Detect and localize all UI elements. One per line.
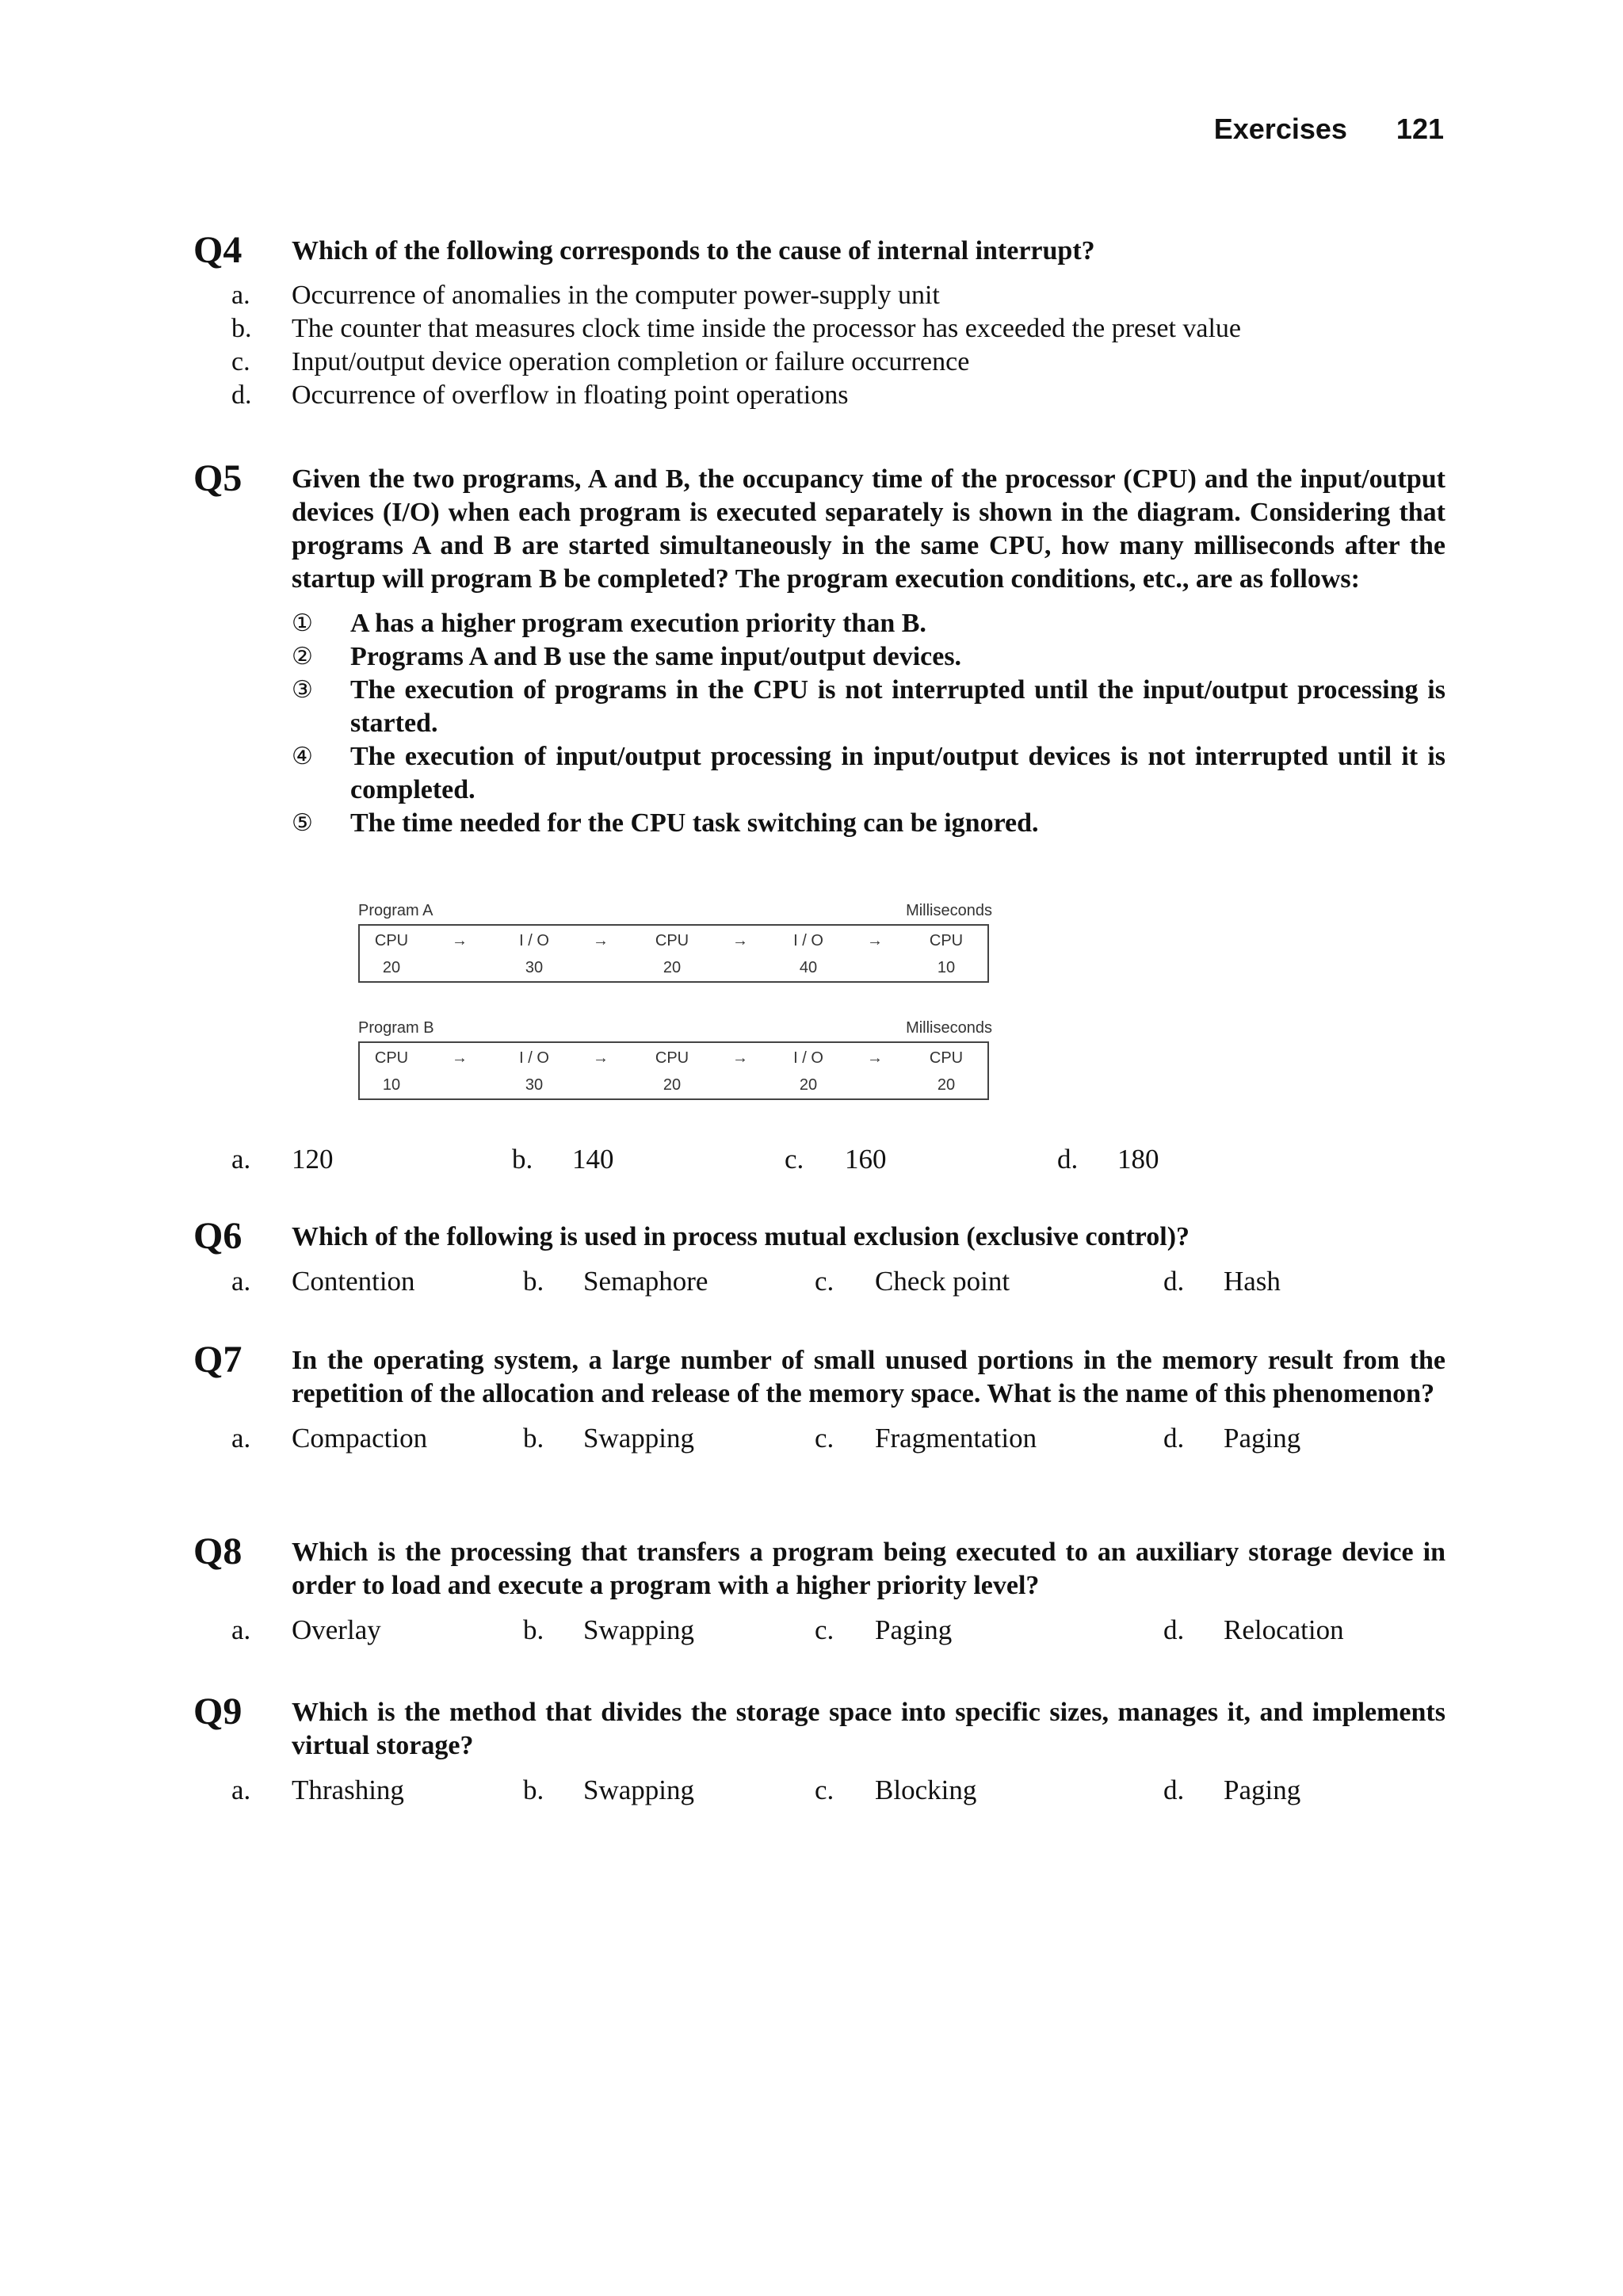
question-text: In the operating system, a large number of small unused portions in the memory result from the repetition of the allocation and release of the memory space. What is the name of this phenomenon? (292, 1346, 1445, 1408)
option-b: b. Semaphore (523, 1266, 708, 1297)
option-b: b. Swapping (523, 1775, 694, 1805)
option-c: c. 160 (785, 1144, 887, 1175)
option-d: d. Paging (1163, 1775, 1301, 1805)
unit-label: Milliseconds (906, 1019, 992, 1037)
timeline-box (358, 924, 989, 983)
option-b: b. The counter that measures clock time inside the processor has exceeded the preset value (231, 314, 1242, 343)
option-c: c. Check point (815, 1266, 1010, 1297)
question-number: Q7 (193, 1339, 242, 1381)
header-title: Exercises (1213, 113, 1347, 145)
time-value: 20 (382, 959, 401, 976)
condition-item: ③ The execution of programs in the CPU is not interrupted until the input/output processing is started. (292, 675, 1445, 738)
options-list (231, 279, 1445, 412)
step-label: I / O (519, 932, 549, 949)
question-text: Which of the following corresponds to the cause of internal interrupt? (292, 236, 1095, 266)
question-q9 (193, 1690, 1445, 1807)
option-c: c. Input/output device operation completion or failure occurrence (231, 347, 970, 376)
option-d: d. Hash (1163, 1266, 1281, 1297)
time-value: 20 (663, 959, 682, 976)
option-d: d. Occurrence of overflow in floating point operations (231, 380, 849, 410)
condition-item: ④ The execution of input/output processing in input/output devices is not interrupted until it is completed. (292, 742, 1445, 804)
option-c: c. Blocking (815, 1775, 977, 1805)
condition-item: ② Programs A and B use the same input/output devices. (292, 642, 962, 671)
program-label: Program A (358, 902, 433, 919)
option-a: a. Occurrence of anomalies in the computer power-supply unit (231, 281, 940, 310)
option-d: d. Relocation (1163, 1614, 1344, 1645)
step-label: CPU (374, 1049, 409, 1067)
step-label: CPU (374, 932, 409, 949)
arrow-icon: → (593, 932, 609, 949)
condition-item: ① A has a higher program execution priority than B. (292, 609, 926, 638)
q5-options (193, 1143, 1445, 1176)
conditions-list (292, 607, 1445, 840)
question-number: Q8 (193, 1530, 242, 1572)
step-label: I / O (519, 1049, 549, 1067)
page-header (1214, 113, 1444, 146)
option-a: a. Thrashing (231, 1775, 404, 1805)
arrow-icon: → (452, 1049, 468, 1067)
time-value: 20 (663, 1076, 682, 1094)
arrow-icon: → (593, 1049, 609, 1067)
question-number: Q5 (193, 457, 242, 499)
question-text: Which is the processing that transfers a program being executed to an auxiliary storage device in order to load and execute a program with a higher priority level? (292, 1538, 1445, 1600)
question-q5 (193, 457, 1445, 840)
step-label: CPU (929, 932, 964, 949)
step-label: CPU (655, 1049, 689, 1067)
question-text: Given the two programs, A and B, the occupancy time of the processor (CPU) and the input/output devices (I/O) when each program is executed separately is shown in the diagram. Considering that programs A and B are started simultaneously in the same CPU, how many milliseconds after the startup will program B be completed? The program execution conditions, etc., are as follows: (292, 464, 1445, 594)
unit-label: Milliseconds (906, 902, 992, 919)
program-a-diagram (358, 902, 992, 983)
question-text: Which of the following is used in process mutual exclusion (exclusive control)? (292, 1222, 1190, 1251)
step-label: I / O (793, 932, 823, 949)
question-q4 (193, 229, 1445, 412)
program-b-diagram (358, 1019, 992, 1100)
arrow-icon: → (732, 932, 748, 949)
option-b: b. Swapping (523, 1614, 694, 1645)
option-a: a. 120 (231, 1144, 334, 1175)
arrow-icon: → (867, 932, 883, 949)
time-value: 30 (525, 959, 544, 976)
time-value: 10 (382, 1076, 401, 1094)
option-a: a. Overlay (231, 1614, 381, 1645)
option-c: c. Paging (815, 1614, 953, 1645)
step-label: CPU (929, 1049, 964, 1067)
option-a: a. Contention (231, 1266, 415, 1297)
option-d: d. 180 (1057, 1144, 1159, 1175)
timeline-box (358, 1041, 989, 1100)
condition-item: ⑤ The time needed for the CPU task switching can be ignored. (292, 808, 1039, 838)
time-value: 10 (937, 959, 956, 976)
step-label: CPU (655, 932, 689, 949)
question-q6 (193, 1215, 1445, 1298)
question-number: Q6 (193, 1215, 242, 1257)
time-value: 40 (799, 959, 818, 976)
page-number: 121 (1396, 113, 1444, 145)
time-value: 20 (937, 1076, 956, 1094)
arrow-icon: → (732, 1049, 748, 1067)
question-number: Q4 (193, 229, 242, 271)
option-b: b. Swapping (523, 1423, 694, 1454)
time-value: 20 (799, 1076, 818, 1094)
time-value: 30 (525, 1076, 544, 1094)
option-b: b. 140 (512, 1144, 614, 1175)
arrow-icon: → (867, 1049, 883, 1067)
option-d: d. Paging (1163, 1423, 1301, 1454)
option-c: c. Fragmentation (815, 1423, 1037, 1454)
program-label: Program B (358, 1019, 434, 1037)
arrow-icon: → (452, 932, 468, 949)
option-a: a. Compaction (231, 1423, 428, 1454)
question-q7 (193, 1339, 1445, 1455)
step-label: I / O (793, 1049, 823, 1067)
question-text: Which is the method that divides the storage space into specific sizes, manages it, and implements virtual storage? (292, 1698, 1445, 1760)
question-q8 (193, 1530, 1445, 1647)
question-number: Q9 (193, 1690, 242, 1733)
